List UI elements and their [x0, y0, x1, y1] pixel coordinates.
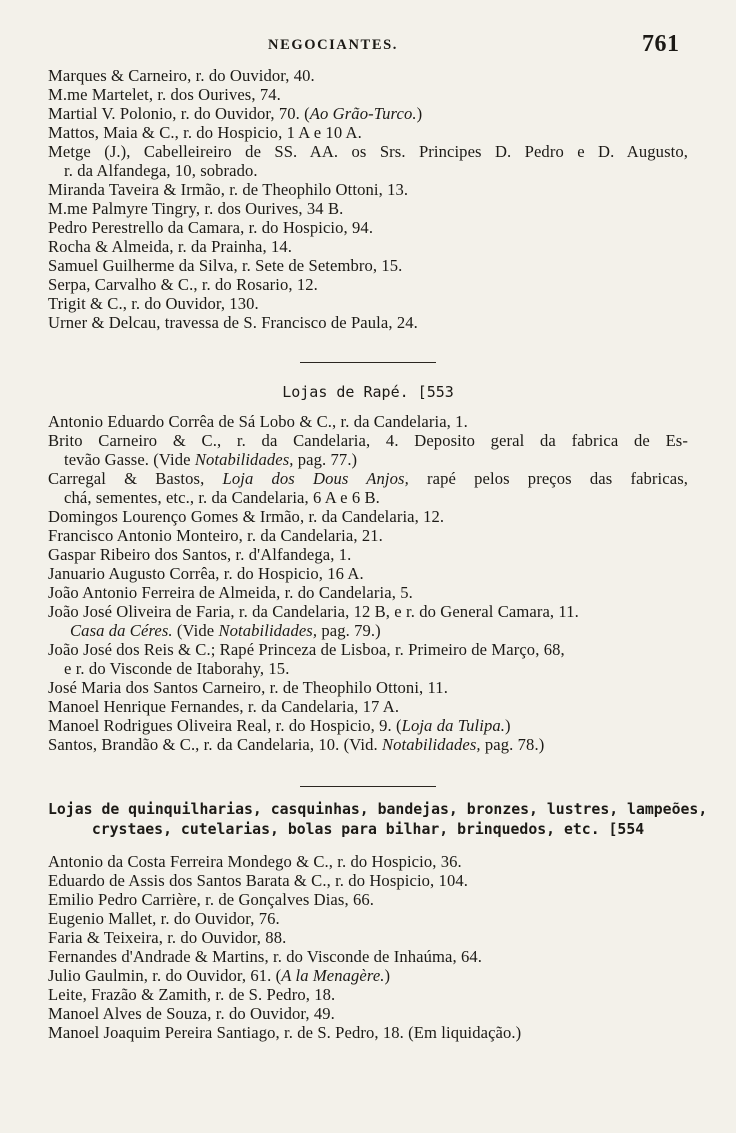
section-divider	[300, 786, 436, 787]
list-item: Januario Augusto Corrêa, r. do Hospicio, 16 A.	[48, 564, 364, 583]
list-item: João José Oliveira de Faria, r. da Candelaria, 12 B, e r. do General Camara, 11.	[48, 602, 579, 621]
list-item: Eugenio Mallet, r. do Ouvidor, 76.	[48, 909, 280, 928]
italic-segment: Casa da Céres.	[70, 621, 173, 640]
list-item: r. da Alfandega, 10, sobrado.	[64, 161, 258, 180]
section-heading-quinquilharias	[48, 800, 708, 840]
heading-line: Lojas de quinquilharias, casquinhas, bandejas, bronzes, lustres, lampeões,	[48, 801, 708, 818]
list-item: Samuel Guilherme da Silva, r. Sete de Setembro, 15.	[48, 256, 403, 275]
text-segment: pag. 77.)	[293, 450, 358, 469]
list-item: Emilio Pedro Carrière, r. de Gonçalves Dias, 66.	[48, 890, 374, 909]
text-segment: Santos, Brandão & C., r. da Candelaria, 10. (Vid.	[48, 735, 382, 754]
italic-segment: A la Menagère.	[281, 966, 385, 985]
running-title: NEGOCIANTES.	[268, 37, 398, 53]
list-item: Brito Carneiro & C., r. da Candelaria, 4. Deposito geral da fabrica de Es-	[48, 431, 688, 450]
list-item: M.me Martelet, r. dos Ourives, 74.	[48, 85, 281, 104]
list-item: José Maria dos Santos Carneiro, r. de Theophilo Ottoni, 11.	[48, 678, 448, 697]
list-item: Gaspar Ribeiro dos Santos, r. d'Alfandega, 1.	[48, 545, 352, 564]
list-item	[48, 735, 688, 754]
section-heading-rape: Lojas de Rapé. [553	[282, 383, 454, 401]
italic-segment: Notabilidades,	[381, 735, 481, 754]
list-item: Fernandes d'Andrade & Martins, r. do Visconde de Inhaúma, 64.	[48, 947, 483, 966]
list-item: Manoel Henrique Fernandes, r. da Candelaria, 17 A.	[48, 697, 400, 716]
list-item: Miranda Taveira & Irmão, r. de Theophilo Ottoni, 13.	[48, 180, 409, 199]
text-segment: (Vide	[172, 621, 219, 640]
list-item	[48, 469, 688, 488]
list-item	[48, 966, 688, 985]
list-item: Manoel Alves de Souza, r. do Ouvidor, 49.	[48, 1004, 335, 1023]
merchant-list-top	[48, 66, 688, 332]
list-item: Urner & Delcau, travessa de S. Francisco de Paula, 24.	[48, 313, 418, 332]
italic-segment: Notabilidades,	[218, 621, 318, 640]
text-segment: Martial V. Polonio, r. do Ouvidor, 70. (	[48, 104, 310, 123]
text-segment: )	[505, 716, 511, 735]
list-item: chá, sementes, etc., r. da Candelaria, 6 A e 6 B.	[64, 488, 380, 507]
list-item: Eduardo de Assis dos Santos Barata & C., r. do Hospicio, 104.	[48, 871, 468, 890]
list-item: Domingos Lourenço Gomes & Irmão, r. da Candelaria, 12.	[48, 507, 445, 526]
text-segment: pag. 78.)	[480, 735, 545, 754]
heading-line: crystaes, cutelarias, bolas para bilhar, brinquedos, etc. [554	[91, 821, 645, 838]
rape-shop-list	[48, 412, 688, 754]
text-segment: Julio Gaulmin, r. do Ouvidor, 61. (	[48, 966, 282, 985]
italic-segment: Notabilidades,	[194, 450, 294, 469]
page-header	[0, 30, 736, 70]
list-item: Antonio da Costa Ferreira Mondego & C., r. do Hospicio, 36.	[48, 852, 462, 871]
text-segment: rapé pelos preços das fabricas,	[408, 469, 689, 488]
section-divider	[300, 362, 436, 363]
text-segment: )	[384, 966, 391, 985]
list-item	[48, 621, 688, 640]
list-item: e r. do Visconde de Itaborahy, 15.	[64, 659, 290, 678]
list-item	[48, 450, 688, 469]
list-item: Marques & Carneiro, r. do Ouvidor, 40.	[48, 66, 315, 85]
list-item: Faria & Teixeira, r. do Ouvidor, 88.	[48, 928, 287, 947]
text-segment: Manoel Rodrigues Oliveira Real, r. do Hospicio, 9. (	[48, 716, 402, 735]
list-item: Leite, Frazão & Zamith, r. de S. Pedro, 18.	[48, 985, 336, 1004]
list-item: Pedro Perestrello da Camara, r. do Hospicio, 94.	[48, 218, 374, 237]
list-item: Serpa, Carvalho & C., r. do Rosario, 12.	[48, 275, 318, 294]
list-item	[48, 104, 688, 123]
page-number: 761	[642, 31, 680, 57]
list-item: João Antonio Ferreira de Almeida, r. do Candelaria, 5.	[48, 583, 413, 602]
list-item: Antonio Eduardo Corrêa de Sá Lobo & C., r. da Candelaria, 1.	[48, 412, 468, 431]
text-segment: Carregal & Bastos,	[48, 469, 223, 488]
list-item: Trigit & C., r. do Ouvidor, 130.	[48, 294, 259, 313]
list-item	[48, 716, 688, 735]
list-item: M.me Palmyre Tingry, r. dos Ourives, 34 B.	[48, 199, 344, 218]
text-segment: )	[416, 104, 423, 123]
list-item: Mattos, Maia & C., r. do Hospicio, 1 A e 10 A.	[48, 123, 362, 142]
hardware-shop-list	[48, 852, 688, 1042]
list-item: Manoel Joaquim Pereira Santiago, r. de S. Pedro, 18. (Em liquidação.)	[48, 1023, 522, 1042]
list-item: Francisco Antonio Monteiro, r. da Candelaria, 21.	[48, 526, 383, 545]
list-item: João José dos Reis & C.; Rapé Princeza de Lisboa, r. Primeiro de Março, 68,	[48, 640, 565, 659]
italic-segment: Ao Grão-Turco.	[309, 104, 417, 123]
text-segment: pag. 79.)	[317, 621, 381, 640]
text-segment: tevão Gasse. (Vide	[64, 450, 195, 469]
italic-segment: Loja da Tulipa.	[401, 716, 506, 735]
list-item: Rocha & Almeida, r. da Prainha, 14.	[48, 237, 293, 256]
list-item: Metge (J.), Cabelleireiro de SS. AA. os Srs. Principes D. Pedro e D. Augusto,	[48, 142, 688, 161]
italic-segment: Loja dos Dous Anjos,	[222, 469, 409, 488]
